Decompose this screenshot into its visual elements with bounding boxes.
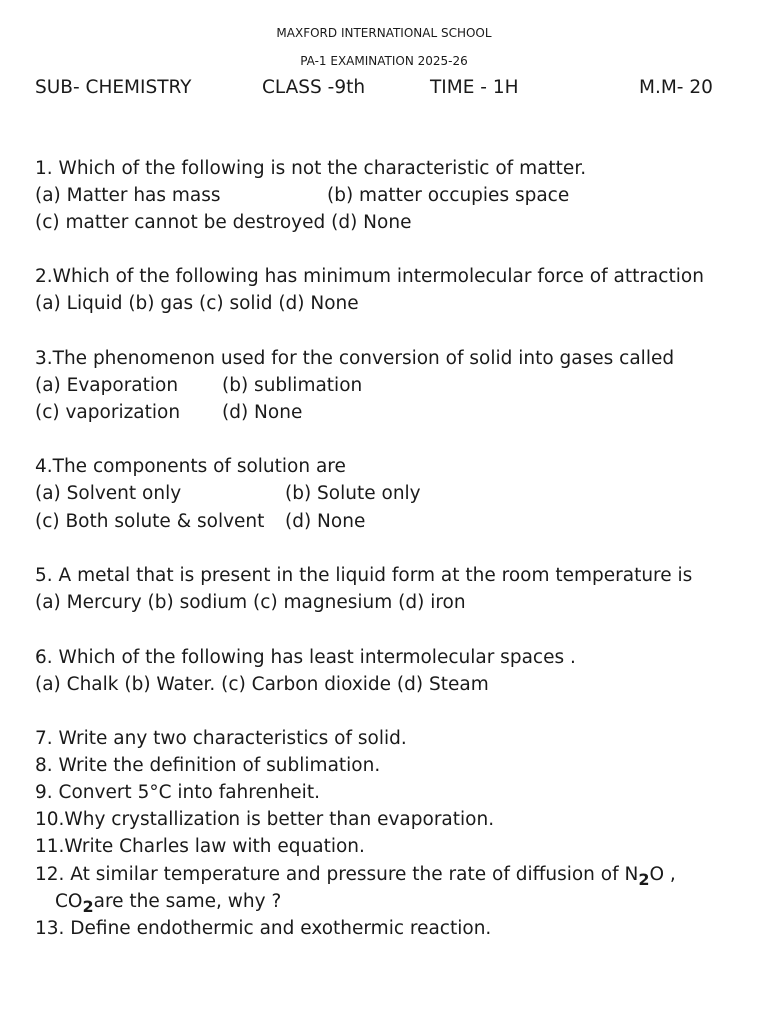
subscript-two: 2 xyxy=(82,897,94,916)
question-12-text-d: are the same, why ? xyxy=(93,891,282,912)
question-4-option-d: (d) None xyxy=(285,511,366,532)
question-3-option-a: (a) Evaporation xyxy=(35,375,179,396)
question-3-option-b: (b) sublimation xyxy=(222,375,363,396)
question-6: 6. Which of the following has least intermolecular spaces . xyxy=(35,647,576,668)
question-10: 10.Why crystallization is better than evaporation. xyxy=(35,809,495,830)
question-12-line-2 xyxy=(55,890,281,914)
question-11: 11.Write Charles law with equation. xyxy=(35,836,365,857)
question-12-text-b: O , xyxy=(649,864,676,885)
question-9: 9. Convert 5°C into fahrenheit. xyxy=(35,782,320,803)
question-8: 8. Write the definition of sublimation. xyxy=(35,755,381,776)
school-name: MAXFORD INTERNATIONAL SCHOOL xyxy=(276,26,492,40)
class-label: CLASS -9th xyxy=(262,77,366,98)
question-1-option-a: (a) Matter has mass xyxy=(35,185,221,206)
subject-label: SUB- CHEMISTRY xyxy=(35,77,192,98)
question-4-option-c: (c) Both solute & solvent xyxy=(35,511,265,532)
question-12-text-c: CO xyxy=(55,891,83,912)
question-7: 7. Write any two characteristics of solid. xyxy=(35,728,407,749)
question-1: 1. Which of the following is not the characteristic of matter. xyxy=(35,158,587,179)
time-label: TIME - 1H xyxy=(430,77,519,98)
question-12-text-a: 12. At similar temperature and pressure the rate of diffusion of N xyxy=(35,864,639,885)
question-2: 2.Which of the following has minimum intermolecular force of attraction xyxy=(35,266,704,287)
question-3-option-d: (d) None xyxy=(222,402,303,423)
question-1-option-b: (b) matter occupies space xyxy=(327,185,570,206)
question-4-option-a: (a) Solvent only xyxy=(35,483,182,504)
question-4-option-b: (b) Solute only xyxy=(285,483,421,504)
max-marks-label: M.M- 20 xyxy=(639,77,713,98)
question-6-options: (a) Chalk (b) Water. (c) Carbon dioxide (d) Steam xyxy=(35,674,489,695)
question-5-options: (a) Mercury (b) sodium (c) magnesium (d) iron xyxy=(35,592,466,613)
question-4: 4.The components of solution are xyxy=(35,456,346,477)
question-3-option-c: (c) vaporization xyxy=(35,402,181,423)
subscript-two: 2 xyxy=(638,870,650,889)
question-12-line-1 xyxy=(35,863,676,887)
question-1-option-cd: (c) matter cannot be destroyed (d) None xyxy=(35,212,412,233)
question-13: 13. Define endothermic and exothermic reaction. xyxy=(35,918,492,939)
exam-title: PA-1 EXAMINATION 2025-26 xyxy=(300,54,468,68)
question-3: 3.The phenomenon used for the conversion of solid into gases called xyxy=(35,348,675,369)
question-5: 5. A metal that is present in the liquid form at the room temperature is xyxy=(35,565,693,586)
question-2-options: (a) Liquid (b) gas (c) solid (d) None xyxy=(35,293,359,314)
